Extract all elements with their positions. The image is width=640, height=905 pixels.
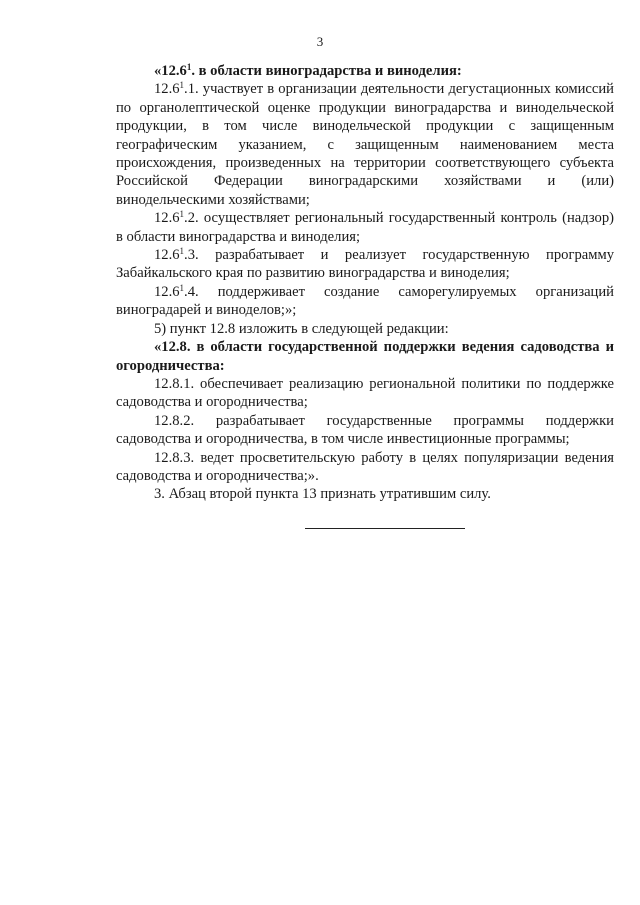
clause-text: .4. поддерживает создание саморегулируемых организаций виноградарей и виноделов;»; xyxy=(116,283,614,319)
heading-text-post: . в области виноградарства и виноделия: xyxy=(191,63,462,79)
clause-12-8-2: 12.8.2. разрабатывает государственные программы поддержки садоводства и огородничества, в том числе инвестиционные программы; xyxy=(116,412,614,448)
clause-12-6-1-1 xyxy=(116,80,614,209)
section-heading-12-6-1 xyxy=(116,62,614,80)
clause-text: .1. участвует в организации деятельности дегустационных комиссий по органолептической оценке продукции виноградарства и винодельческой продукции, в том числе винодельческой продукции с защищенным географическим указанием, с защищенным наименованием места происхождения, произведенных на территории соответствующего субъекта Российской Федерации виноградарскими хозяйствами и (или) винодельческими хозяйствами; xyxy=(116,81,614,208)
superscript: 1 xyxy=(179,282,185,293)
section-heading-12-8: «12.8. в области государственной поддержки ведения садоводства и огородничества: xyxy=(116,339,614,374)
document-body xyxy=(116,62,614,504)
clause-12-6-1-2 xyxy=(116,209,614,246)
superscript: 1 xyxy=(179,80,185,91)
clause-number-pre: 12.6 xyxy=(154,81,180,98)
clause-12-8-3: 12.8.3. ведет просветительскую работу в целях популяризации ведения садоводства и огородничества;». xyxy=(116,449,614,484)
page-number: 3 xyxy=(316,34,324,49)
clause-12-8-1: 12.8.1. обеспечивает реализацию региональной политики по поддержке садоводства и огородничества; xyxy=(116,375,614,411)
clause-number-pre: 12.6 xyxy=(154,210,180,227)
superscript: 1 xyxy=(186,62,192,72)
heading-text-pre: «12.6 xyxy=(154,63,187,79)
clause-12-6-1-4 xyxy=(116,283,614,320)
superscript: 1 xyxy=(179,209,185,220)
amendment-item-3: 3. Абзац второй пункта 13 признать утратившим силу. xyxy=(154,486,491,503)
amendment-item-5: 5) пункт 12.8 изложить в следующей редакции: xyxy=(154,320,449,337)
clause-12-6-1-3 xyxy=(116,246,614,283)
clause-number-pre: 12.6 xyxy=(154,283,180,300)
end-divider-line xyxy=(305,528,465,529)
clause-text: .3. разрабатывает и реализует государственную программу Забайкальского края по развитию виноградарства и виноделия; xyxy=(116,247,614,282)
clause-number-pre: 12.6 xyxy=(154,247,180,264)
clause-text: .2. осуществляет региональный государственный контроль (надзор) в области виноградарства и виноделия; xyxy=(116,210,614,245)
superscript: 1 xyxy=(179,246,185,257)
